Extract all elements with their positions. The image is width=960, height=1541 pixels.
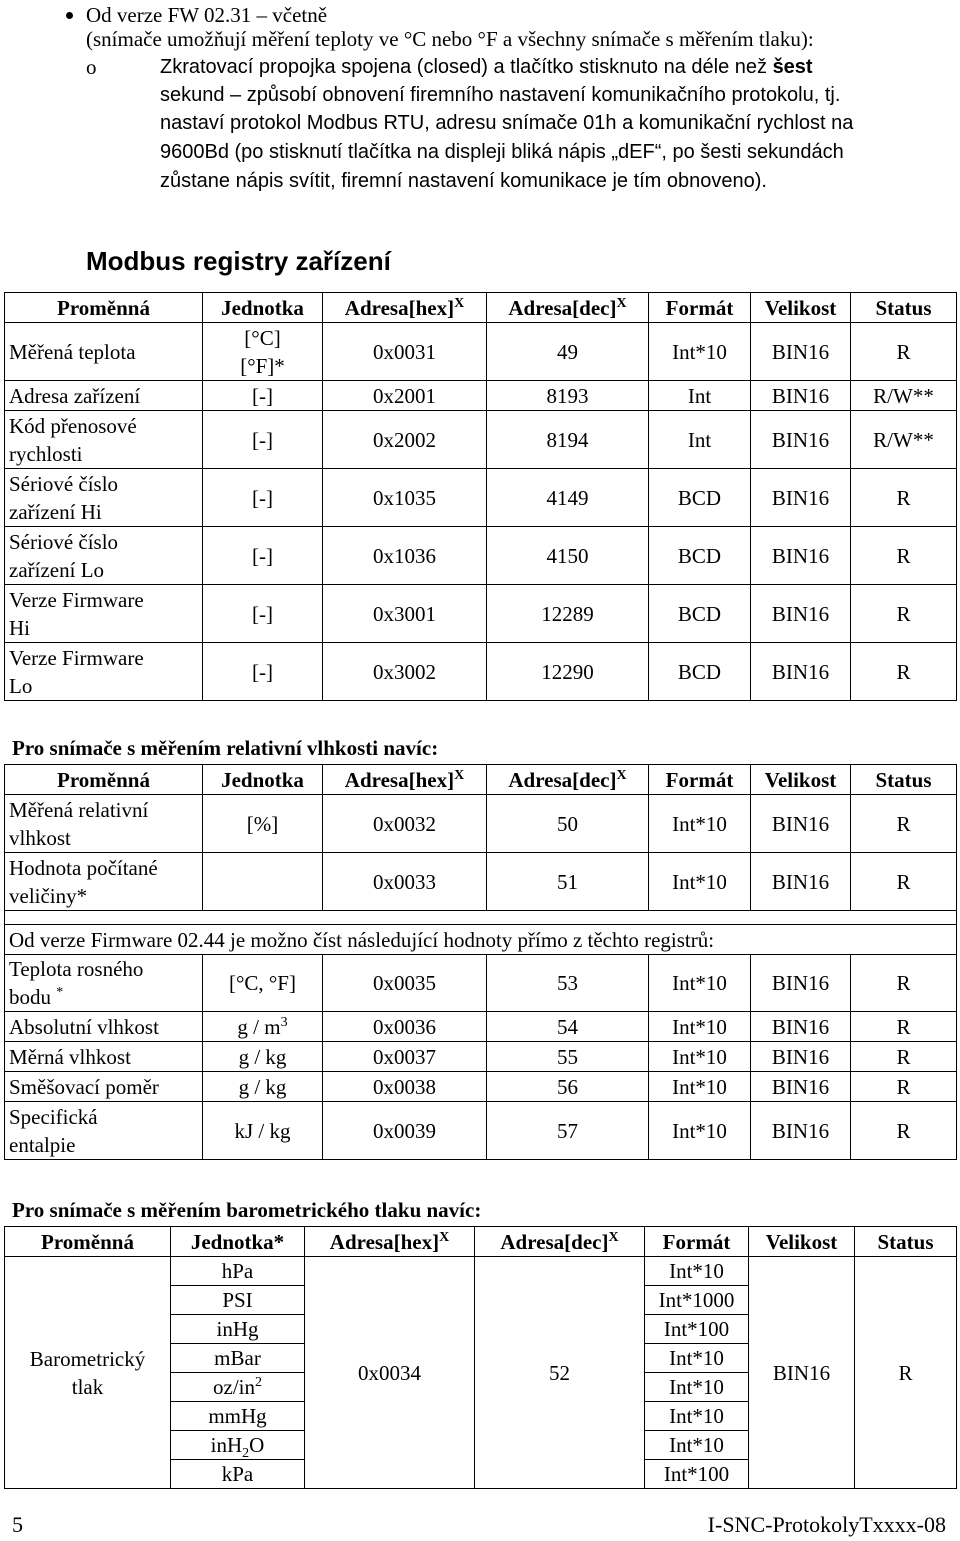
- cell-hex: 0x0036: [323, 1012, 487, 1042]
- cell-size: BIN16: [751, 1102, 851, 1160]
- cell-var: Měřená relativní vlhkost: [5, 795, 203, 853]
- humidity-note: Pro snímače s měřením relativní vlhkosti navíc:: [12, 736, 439, 760]
- cell-status: R: [851, 469, 957, 527]
- cell-unit: [203, 853, 323, 911]
- cell-unit: [°C] [°F]*: [203, 323, 323, 381]
- header-status: Status: [851, 293, 957, 323]
- cell-unit: mBar: [171, 1344, 305, 1373]
- spacer-row: [5, 911, 957, 925]
- header-unit: Jednotka*: [171, 1227, 305, 1257]
- cell-status: R: [851, 323, 957, 381]
- cell-dec: 57: [487, 1102, 649, 1160]
- cell-unit: [-]: [203, 527, 323, 585]
- spacer-cell: [5, 911, 957, 925]
- cell-format: Int*10: [649, 1102, 751, 1160]
- header-size: Velikost: [751, 765, 851, 795]
- cell-dec: 51: [487, 853, 649, 911]
- cell-format: Int*10: [645, 1344, 749, 1373]
- cell-format: Int*10: [649, 1012, 751, 1042]
- cell-var: Verze Firmware Hi: [5, 585, 203, 643]
- table-row: [5, 411, 957, 469]
- header-hex: Adresa[hex]$^X$: [323, 293, 487, 323]
- cell-format: Int*10: [645, 1431, 749, 1460]
- header-format: Formát: [649, 293, 751, 323]
- cell-status: R/W**: [851, 411, 957, 469]
- cell-size: BIN16: [751, 643, 851, 701]
- bullet-icon: [66, 12, 73, 19]
- table-row: [5, 1042, 957, 1072]
- cell-var: Verze Firmware Lo: [5, 643, 203, 701]
- table-row: [5, 381, 957, 411]
- cell-dec: 53: [487, 955, 649, 1012]
- header-var: Proměnná: [5, 293, 203, 323]
- cell-hex: 0x2001: [323, 381, 487, 411]
- cell-unit: [-]: [203, 643, 323, 701]
- cell-format: Int*10: [649, 1072, 751, 1102]
- cell-status: R: [851, 1012, 957, 1042]
- sub-line-4: 9600Bd (po stisknutí tlačítka na displeji bliká nápis „dEF“, po šesti sekundách: [160, 141, 844, 163]
- cell-unit: $oz/in^2$: [171, 1373, 305, 1402]
- table-header-row: [5, 765, 957, 795]
- table-row: [5, 527, 957, 585]
- table-row: [5, 1102, 957, 1160]
- cell-unit: g / kg: [203, 1072, 323, 1102]
- cell-var: Sériové číslo zařízení Lo: [5, 527, 203, 585]
- cell-status: R: [851, 643, 957, 701]
- cell-hex: 0x1036: [323, 527, 487, 585]
- table-row: [5, 1012, 957, 1042]
- table-row: [5, 643, 957, 701]
- cell-var: Specifická entalpie: [5, 1102, 203, 1160]
- header-size: Velikost: [749, 1227, 855, 1257]
- cell-unit: kPa: [171, 1460, 305, 1489]
- cell-format: Int: [649, 381, 751, 411]
- header-dec: Adresa[dec]$^X$: [475, 1227, 645, 1257]
- cell-hex: 0x0034: [305, 1257, 475, 1489]
- cell-format: BCD: [649, 643, 751, 701]
- bullet-line: Od verze FW 02.31 – včetně: [86, 3, 328, 27]
- cell-unit: [-]: [203, 381, 323, 411]
- cell-format: BCD: [649, 527, 751, 585]
- cell-format: Int*100: [645, 1315, 749, 1344]
- cell-var: Hodnota počítané veličiny*: [5, 853, 203, 911]
- cell-hex: 0x2002: [323, 411, 487, 469]
- humidity-table: [4, 764, 957, 1160]
- cell-dec: 12290: [487, 643, 649, 701]
- cell-dec: 12289: [487, 585, 649, 643]
- cell-unit: [-]: [203, 585, 323, 643]
- cell-size: BIN16: [751, 585, 851, 643]
- table-row: [5, 1072, 957, 1102]
- cell-unit: kJ / kg: [203, 1102, 323, 1160]
- cell-var: Měřená teplota: [5, 323, 203, 381]
- cell-var: Teplota rosného bodu *: [5, 955, 203, 1012]
- fw-note-row: [5, 925, 957, 955]
- cell-unit: [-]: [203, 411, 323, 469]
- cell-format: Int*10: [649, 323, 751, 381]
- cell-size: BIN16: [751, 853, 851, 911]
- cell-hex: 0x3002: [323, 643, 487, 701]
- cell-var: Kód přenosové rychlosti: [5, 411, 203, 469]
- cell-dec: 49: [487, 323, 649, 381]
- header-dec: Adresa[dec]$^X$: [487, 293, 649, 323]
- cell-format: Int*10: [649, 1042, 751, 1072]
- cell-dec: 54: [487, 1012, 649, 1042]
- cell-dec: 4150: [487, 527, 649, 585]
- cell-hex: 0x0037: [323, 1042, 487, 1072]
- table-row: [5, 955, 957, 1012]
- cell-status: R: [851, 955, 957, 1012]
- table-row: [5, 469, 957, 527]
- cell-status: R: [851, 527, 957, 585]
- cell-hex: 0x0032: [323, 795, 487, 853]
- cell-size: BIN16: [751, 955, 851, 1012]
- registers-table: [4, 292, 957, 701]
- cell-format: Int*1000: [645, 1286, 749, 1315]
- header-var: Proměnná: [5, 1227, 171, 1257]
- cell-dec: 8193: [487, 381, 649, 411]
- header-var: Proměnná: [5, 765, 203, 795]
- cell-var: Barometrický tlak: [5, 1257, 171, 1489]
- section-heading: Modbus registry zařízení: [86, 246, 391, 276]
- page-number: 5: [12, 1512, 23, 1537]
- cell-format: Int*100: [645, 1460, 749, 1489]
- cell-size: BIN16: [751, 795, 851, 853]
- cell-unit: [°C, °F]: [203, 955, 323, 1012]
- cell-hex: 0x0039: [323, 1102, 487, 1160]
- document-id: I-SNC-ProtokolyTxxxx-08: [707, 1512, 946, 1537]
- fw-note: Od verze Firmware 02.44 je možno číst následující hodnoty přímo z těchto registrů:: [5, 925, 957, 955]
- table-header-row: [5, 293, 957, 323]
- cell-size: BIN16: [751, 411, 851, 469]
- cell-status: R: [855, 1257, 957, 1489]
- cell-format: BCD: [649, 585, 751, 643]
- baro-note: Pro snímače s měřením barometrického tlaku navíc:: [12, 1198, 482, 1222]
- table-row: [5, 1257, 957, 1286]
- cell-format: BCD: [649, 469, 751, 527]
- cell-status: R: [851, 1072, 957, 1102]
- cell-unit: inH$_2$O: [171, 1431, 305, 1460]
- cell-unit: g / $m^3$: [203, 1012, 323, 1042]
- cell-status: R: [851, 1102, 957, 1160]
- header-hex: Adresa[hex]$^X$: [323, 765, 487, 795]
- cell-unit: mmHg: [171, 1402, 305, 1431]
- cell-unit: hPa: [171, 1257, 305, 1286]
- cell-dec: 50: [487, 795, 649, 853]
- cell-size: BIN16: [751, 323, 851, 381]
- cell-size: BIN16: [751, 527, 851, 585]
- cell-size: BIN16: [751, 469, 851, 527]
- cell-format: Int*10: [645, 1373, 749, 1402]
- cell-dec: 55: [487, 1042, 649, 1072]
- header-size: Velikost: [751, 293, 851, 323]
- cell-unit: [%]: [203, 795, 323, 853]
- sub-line-3: nastaví protokol Modbus RTU, adresu snímače 01h a komunikační rychlost na: [160, 112, 854, 134]
- header-unit: Jednotka: [203, 765, 323, 795]
- table-row: [5, 585, 957, 643]
- sub-line-5: zůstane nápis svítit, firemní nastavení komunikace je tím obnoveno).: [160, 170, 767, 192]
- cell-size: BIN16: [751, 381, 851, 411]
- cell-var: Směšovací poměr: [5, 1072, 203, 1102]
- sub-line-2: sekund – způsobí obnovení firemního nastavení komunikačního protokolu, tj.: [160, 84, 841, 106]
- cell-size: BIN16: [751, 1072, 851, 1102]
- cell-format: Int*10: [645, 1257, 749, 1286]
- cell-unit: [-]: [203, 469, 323, 527]
- sub-line-1: Zkratovací propojka spojena (closed) a tlačítko stisknuto na déle než šest: [160, 56, 813, 78]
- cell-size: BIN16: [751, 1042, 851, 1072]
- cell-hex: 0x3001: [323, 585, 487, 643]
- header-unit: Jednotka: [203, 293, 323, 323]
- cell-hex: 0x1035: [323, 469, 487, 527]
- cell-format: Int*10: [645, 1402, 749, 1431]
- cell-var: Měrná vlhkost: [5, 1042, 203, 1072]
- cell-unit: PSI: [171, 1286, 305, 1315]
- cell-hex: 0x0031: [323, 323, 487, 381]
- header-status: Status: [851, 765, 957, 795]
- table-row: [5, 853, 957, 911]
- cell-size: BIN16: [749, 1257, 855, 1489]
- cell-hex: 0x0035: [323, 955, 487, 1012]
- cell-status: R/W**: [851, 381, 957, 411]
- sub-marker: o: [86, 55, 97, 79]
- header-format: Formát: [645, 1227, 749, 1257]
- cell-var: Sériové číslo zařízení Hi: [5, 469, 203, 527]
- cell-status: R: [851, 853, 957, 911]
- paren-line: (snímače umožňují měření teploty ve °C nebo °F a všechny snímače s měřením tlaku):: [86, 27, 814, 51]
- header-format: Formát: [649, 765, 751, 795]
- table-row: [5, 795, 957, 853]
- cell-status: R: [851, 1042, 957, 1072]
- header-dec: Adresa[dec]$^X$: [487, 765, 649, 795]
- cell-format: Int*10: [649, 795, 751, 853]
- cell-hex: 0x0038: [323, 1072, 487, 1102]
- cell-dec: 52: [475, 1257, 645, 1489]
- cell-dec: 4149: [487, 469, 649, 527]
- header-hex: Adresa[hex]$^X$: [305, 1227, 475, 1257]
- cell-var: Absolutní vlhkost: [5, 1012, 203, 1042]
- cell-unit: g / kg: [203, 1042, 323, 1072]
- cell-status: R: [851, 585, 957, 643]
- cell-size: BIN16: [751, 1012, 851, 1042]
- cell-format: Int: [649, 411, 751, 469]
- cell-format: Int*10: [649, 853, 751, 911]
- cell-status: R: [851, 795, 957, 853]
- cell-dec: 8194: [487, 411, 649, 469]
- table-header-row: [5, 1227, 957, 1257]
- header-status: Status: [855, 1227, 957, 1257]
- cell-var: Adresa zařízení: [5, 381, 203, 411]
- cell-hex: 0x0033: [323, 853, 487, 911]
- cell-format: Int*10: [649, 955, 751, 1012]
- table-row: [5, 323, 957, 381]
- cell-dec: 56: [487, 1072, 649, 1102]
- cell-unit: inHg: [171, 1315, 305, 1344]
- barometric-table: [4, 1226, 957, 1489]
